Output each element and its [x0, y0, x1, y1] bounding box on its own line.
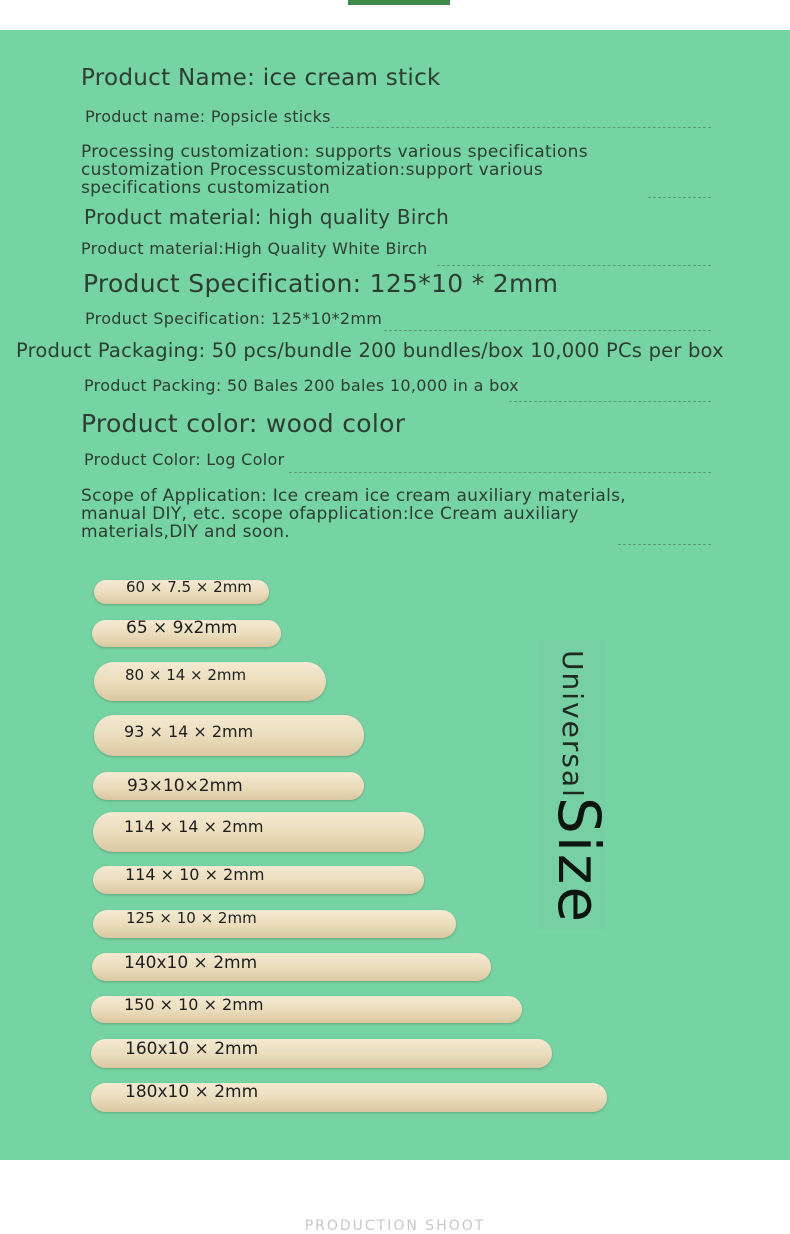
next-section-title: PRODUCTION SHOOT — [304, 1218, 486, 1234]
processing-text: Processing customization: supports various specifications customization Processcustomization:support various specifications customization — [81, 142, 588, 198]
divider-line — [331, 127, 711, 128]
stick-label: 114 × 14 × 2mm — [124, 817, 264, 836]
packaging-heading: Product Packaging: 50 pcs/bundle 200 bundles/box 10,000 PCs per box — [16, 339, 724, 362]
color-heading: Product color: wood color — [81, 409, 406, 438]
stick-label: 114 × 10 × 2mm — [125, 865, 265, 884]
packaging-sub: Product Packing: 50 Bales 200 bales 10,000 in a box — [84, 376, 519, 395]
divider-line — [648, 197, 711, 198]
stick-label: 80 × 14 × 2mm — [125, 666, 247, 684]
stick-label: 60 × 7.5 × 2mm — [126, 578, 252, 596]
scope-text: Scope of Application: Ice cream ice cream auxiliary materials, manual DIY, etc. scope ofapplication:lce Cream auxiliary materials,DlY and soon. — [81, 486, 626, 542]
divider-line — [289, 472, 711, 473]
universal-label: Universal — [556, 650, 589, 799]
product-name-heading: Product Name: ice cream stick — [81, 65, 441, 91]
stick-label: 125 × 10 × 2mm — [126, 909, 257, 927]
top-accent-bar — [348, 0, 450, 5]
stick-label: 150 × 10 × 2mm — [124, 995, 264, 1014]
stick-label: 93×10×2mm — [127, 776, 243, 796]
color-sub: Product Color: Log Color — [84, 450, 285, 469]
spec-sub: Product Specification: 125*10*2mm — [85, 309, 383, 328]
material-heading: Product material: high quality Birch — [84, 205, 450, 229]
stick-label: 180x10 × 2mm — [125, 1082, 259, 1102]
divider-line — [437, 265, 711, 266]
divider-line — [618, 544, 711, 545]
product-name-sub: Product name: Popsicle sticks — [85, 107, 331, 126]
divider-line — [384, 330, 711, 331]
material-sub: Product material:High Quality White Birch — [81, 239, 428, 258]
stick-label: 140x10 × 2mm — [124, 953, 258, 973]
stick-label: 65 × 9x2mm — [126, 618, 238, 638]
stick-label: 160x10 × 2mm — [125, 1039, 259, 1059]
size-label: Size — [545, 797, 613, 925]
stick-label: 93 × 14 × 2mm — [124, 722, 254, 741]
spec-heading: Product Specification: 125*10 * 2mm — [83, 269, 559, 298]
divider-line — [509, 401, 711, 402]
